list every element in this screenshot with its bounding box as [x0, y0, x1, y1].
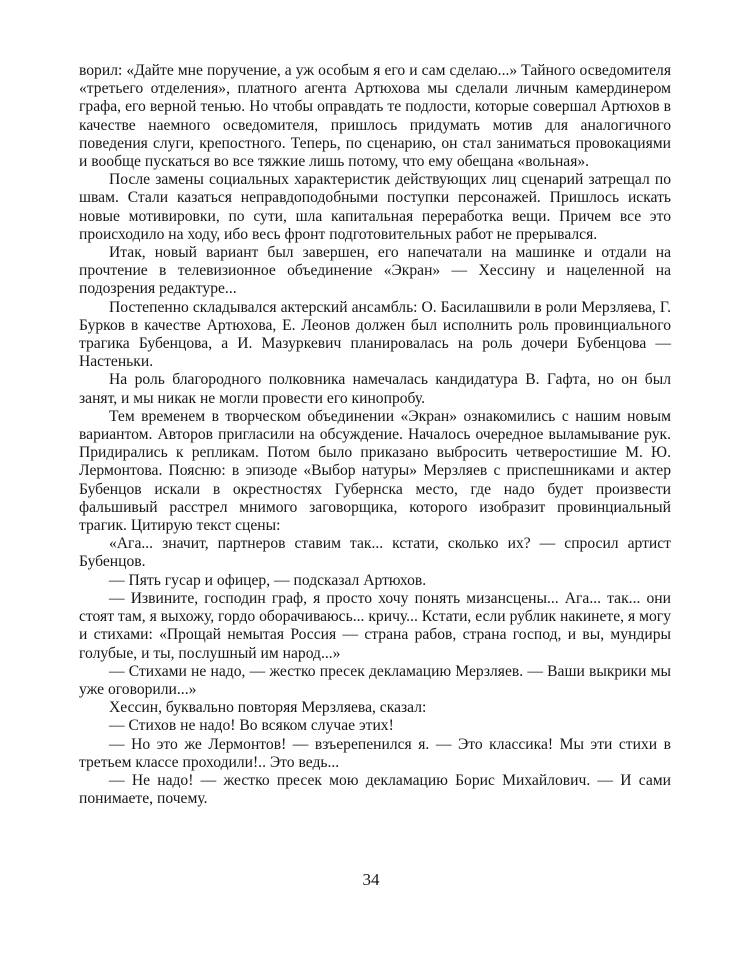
paragraph-5: На роль благородного полковника намечалась кандидатура В. Гафта, но он был занят, и мы никак не могли провести его кинопробу. [79, 371, 671, 407]
paragraph-9: — Извините, господин граф, я просто хочу понять мизансцены... Ага... так... они стоят там, я выхожу, гордо оборачиваюсь... кричу... Кстати, если рублик накинете, я могу и стихами: «Прощай немытая Россия — страна рабов, страна господ, и вы, мундиры голубые, и ты, послушный им народ...» [79, 589, 671, 662]
paragraph-13: — Но это же Лермонтов! — взъерепенился я. — Это классика! Мы эти стихи в третьем классе проходили!.. Это ведь... [79, 735, 671, 771]
paragraph-1: ворил: «Дайте мне поручение, а уж особым я его и сам сделаю...» Тайного осведомителя «третьего отделения», платного агента Артюхова мы сделали личным камердинером графа, его верной тенью. Но чтобы оправдать те подлости, которые совершал Артюхов в качестве наемного осведомителя, пришлось придумать мотив для аналогичного поведения слуги, крепостного. Теперь, по сценарию, он стал заниматься провокациями и вообще пускаться во все тяжкие лишь потому, что ему обещана «вольная». [79, 62, 671, 171]
page-body [79, 62, 671, 808]
paragraph-3: Итак, новый вариант был завершен, его напечатали на машинке и отдали на прочтение в телевизионное объединение «Экран» — Хессину и нацеленной на подозрения редактуре... [79, 244, 671, 298]
paragraph-11: Хессин, буквально повторяя Мерзляева, сказал: [109, 699, 427, 717]
paragraph-6: Тем временем в творческом объединении «Экран» ознакомились с нашим новым вариантом. Авторов пригласили на обсуждение. Началось очередное выламывание рук. Придирались к репликам. Потом было приказано выбросить четверостишие М. Ю. Лермонтова. Поясню: в эпизоде «Выбор натуры» Мерзляев с приспешниками и актер Бубенцов искали в окрестностях Губернска место, где надо будет произвести фальшивый расстрел мнимого заговорщика, которого изобразит провинциальный трагик. Цитирую текст сцены: [79, 407, 671, 535]
paragraph-10: — Стихами не надо, — жестко пресек декламацию Мерзляев. — Ваши выкрики мы уже оговорили...» [79, 662, 671, 698]
paragraph-7: «Ага... значит, партнеров ставим так... кстати, сколько их? — спросил артист Бубенцов. [79, 535, 671, 571]
paragraph-2: После замены социальных характеристик действующих лиц сценарий затрещал по швам. Стали казаться неправдоподобными поступки персонажей. Пришлось искать новые мотивировки, по сути, шла капитальная переработка вещи. Причем все это происходило на ходу, ибо весь фронт подготовительных работ не прерывался. [79, 171, 671, 243]
paragraph-12: — Стихов не надо! Во всяком случае этих! [109, 717, 394, 735]
paragraph-14: — Не надо! — жестко пресек мою декламацию Борис Михайлович. — И сами понимаете, почему. [79, 771, 671, 808]
page-number: 34 [362, 870, 380, 889]
paragraph-8: — Пять гусар и офицер, — подсказал Артюхов. [109, 571, 427, 589]
paragraph-4: Постепенно складывался актерский ансамбль: О. Басилашвили в роли Мерзляева, Г. Бурков в качестве Артюхова, Е. Леонов должен был исполнить роль провинциального трагика Бубенцова, а И. Мазуркевич планировалась на роль дочери Бубенцова — Настеньки. [79, 298, 671, 371]
